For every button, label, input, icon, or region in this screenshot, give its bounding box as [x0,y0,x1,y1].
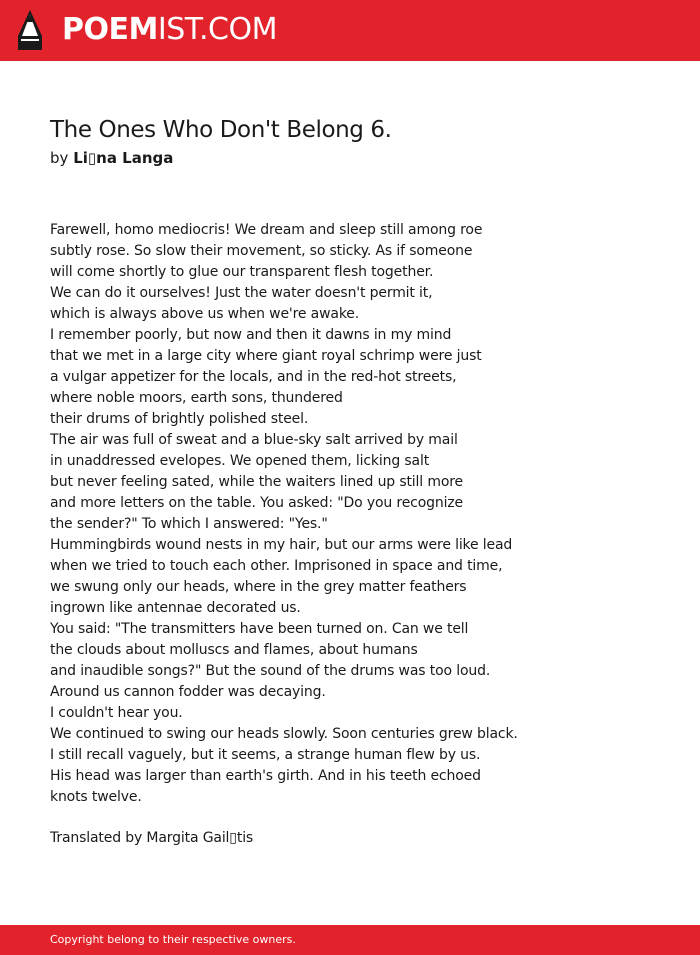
poem-line: in unaddressed evelopes. We opened them, licking salt [50,453,430,469]
poem-line: I still recall vaguely, but it seems, a strange human flew by us. [50,747,481,763]
poem-line: I couldn't hear you. [50,705,183,721]
poem-line: which is always above us when we're awake. [50,306,360,322]
poem-line: and inaudible songs?" But the sound of the drums was too loud. [50,663,491,679]
poem-line: we swung only our heads, where in the grey matter feathers [50,579,467,595]
site-logo-text[interactable] [62,11,277,49]
poem-line: I remember poorly, but now and then it dawns in my mind [50,327,452,343]
poem-title: The Ones Who Don't Belong 6. [50,117,392,143]
poem-line: ingrown like antennae decorated us. [50,600,301,616]
poem-line: The air was full of sweat and a blue-sky salt arrived by mail [50,432,458,448]
site-header [0,0,700,61]
poem-line: but never feeling sated, while the waiters lined up still more [50,474,463,490]
poem-line: Hummingbirds wound nests in my hair, but our arms were like lead [50,537,513,553]
brand-light: IST.COM [157,12,277,47]
pencil-icon[interactable] [17,9,43,51]
poem-line: where noble moors, earth sons, thundered [50,390,343,406]
author-name: Li▯na Langa [73,149,174,167]
poem-line: and more letters on the table. You asked: "Do you recognize [50,495,463,511]
site-footer [0,925,700,955]
poem-line: that we met in a large city where giant royal schrimp were just [50,348,482,364]
poem-body [50,220,650,808]
poem-line: His head was larger than earth's girth. And in his teeth echoed [50,768,481,784]
brand-bold: POEM [62,12,158,47]
copyright-notice: Copyright belong to their respective owners. [50,933,296,946]
poem-line: knots twelve. [50,789,142,805]
poem-line: You said: "The transmitters have been turned on. Can we tell [50,621,469,637]
poem-line: their drums of brightly polished steel. [50,411,309,427]
poem-line: will come shortly to glue our transparent flesh together. [50,264,434,280]
translator-credit: Translated by Margita Gail▯tis [50,830,254,846]
by-label: by [50,149,69,167]
poem-line: We continued to swing our heads slowly. Soon centuries grew black. [50,726,518,742]
byline [50,149,173,167]
poem-line: Farewell, homo mediocris! We dream and sleep still among roe [50,222,483,238]
poem-line: the sender?" To which I answered: "Yes." [50,516,328,532]
poem-line: when we tried to touch each other. Imprisoned in space and time, [50,558,503,574]
poem-line: the clouds about molluscs and flames, about humans [50,642,418,658]
poem-line: We can do it ourselves! Just the water doesn't permit it, [50,285,433,301]
poem-line: subtly rose. So slow their movement, so sticky. As if someone [50,243,473,259]
poem-line: Around us cannon fodder was decaying. [50,684,326,700]
poem-line: a vulgar appetizer for the locals, and in the red-hot streets, [50,369,457,385]
